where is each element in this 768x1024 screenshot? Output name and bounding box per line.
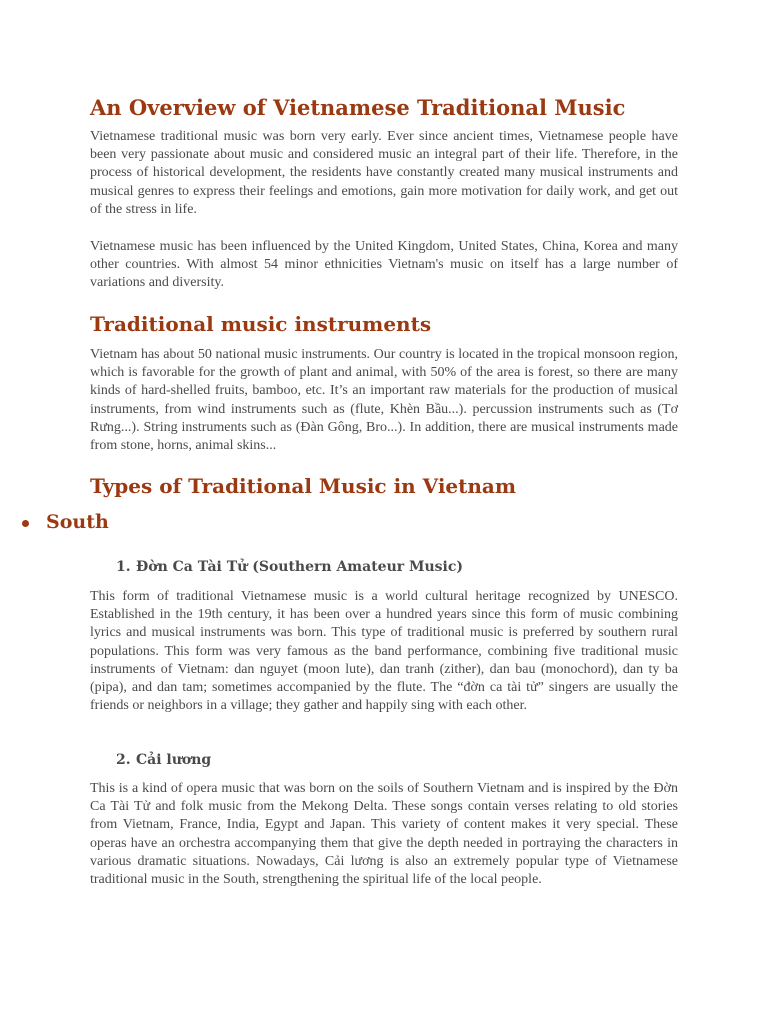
region-label: South bbox=[46, 511, 109, 533]
music-type-2-heading bbox=[116, 750, 211, 770]
types-heading: Types of Traditional Music in Vietnam bbox=[90, 474, 517, 498]
music-type-1-paragraph: This form of traditional Vietnamese music is a world cultural heritage recognized by UNESCO. Established in the 19th century, it has been over a hundred years since this form of music combining lyrics and musical instruments was born. This type of traditional music is preferred by southern rural populations. This form was very famous as the band performance, combining five traditional music instruments of Vietnam: dan nguyet (moon lute), dan tranh (zither), dan bau (monochord), dan ty ba (pipa), and dan tam; sometimes accompanied by the flute. The “đờn ca tài tử” singers are usually the friends or neighbors in a village; they gather and happily sing with each other. bbox=[90, 589, 678, 714]
instruments-paragraph: Vietnam has about 50 national music instruments. Our country is located in the tropical monsoon region, which is favorable for the growth of plant and animal, with 50% of the area is forest, so there are many kinds of hard-shelled fruits, bamboo, etc. It’s an important raw materials for the production of musical instruments, from wind instruments such as (flute, Khèn Bầu...). percussion instruments such as (Tơ Rưng...). String instruments such as (Đàn Gông, Bro...). In addition, there are musical instruments made from stone, horns, animal skins... bbox=[90, 347, 678, 454]
intro-paragraph-1: Vietnamese traditional music was born very early. Ever since ancient times, Vietnamese people have been very passionate about music and considered music an integral part of their life. Therefore, in the process of historical development, the residents have constantly created many musical instruments and musical genres to express their feelings and emotions, gain more motivation for daily work, and get out of the stress in life. bbox=[90, 129, 678, 217]
page-title: An Overview of Vietnamese Traditional Music bbox=[90, 95, 626, 120]
item-title: Cải lương bbox=[136, 752, 212, 768]
item-number: 1. bbox=[116, 559, 131, 575]
bullet-icon bbox=[22, 520, 29, 527]
intro-paragraph-2: Vietnamese music has been influenced by the United Kingdom, United States, China, Korea and many other countries. With almost 54 minor ethnicities Vietnam's music on itself has a large number of variations and diversity. bbox=[90, 239, 678, 291]
music-type-1-heading bbox=[116, 557, 463, 577]
item-title: Đờn Ca Tài Tử (Southern Amateur Music) bbox=[136, 559, 464, 575]
region-bullet-south bbox=[22, 508, 109, 536]
music-type-2-paragraph: This is a kind of opera music that was born on the soils of Southern Vietnam and is inspired by the Đờn Ca Tài Tử and folk music from the Mekong Delta. These songs contain verses relating to old stories from Vietnam, France, India, Egypt and Japan. This variety of content makes it very special. These operas have an orchestra accompanying them that give the depth needed in portraying the characters in various dramatic situations. Nowadays, Cải lương is also an extremely popular type of Vietnamese traditional music in the South, strengthening the spiritual life of the local people. bbox=[90, 781, 678, 888]
instruments-heading: Traditional music instruments bbox=[90, 312, 432, 336]
item-number: 2. bbox=[116, 752, 131, 768]
